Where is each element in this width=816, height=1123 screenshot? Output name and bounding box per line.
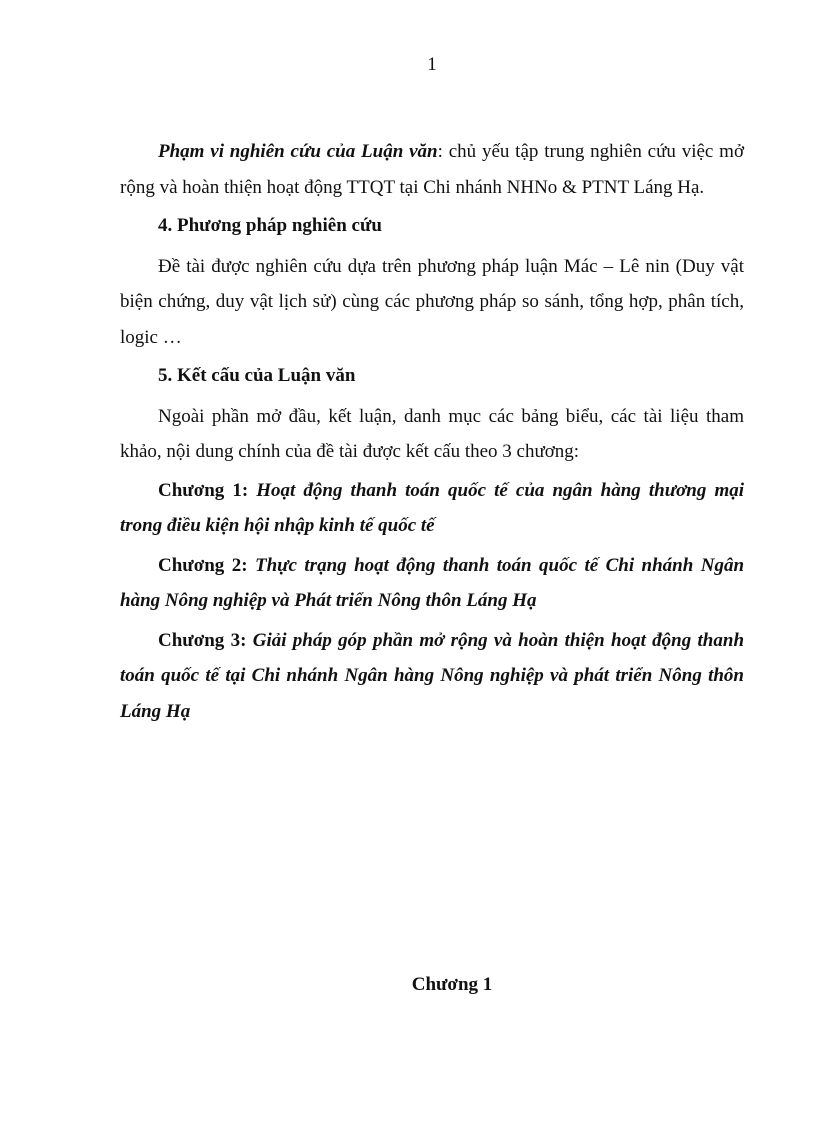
chapter-item [120,473,744,544]
chapter-label: Chương 2 [158,554,242,576]
section5-paragraph: Ngoài phần mở đầu, kết luận, danh mục các bảng biểu, các tài liệu tham khảo, nội dung chính của đề tài được kết cấu theo 3 chương: [120,405,744,462]
chapter-title: Hoạt động thanh toán quốc tế của ngân hàng thương mại trong điều kiện hội nhập kinh tế quốc tế [120,479,744,536]
chapter-item [120,623,744,730]
page-number: 1 [427,54,437,75]
chapter-colon: : [241,479,257,501]
chapter-label: Chương 3 [158,629,241,651]
section5-heading: 5. Kết cấu của Luận văn [158,365,356,386]
chapter-title: Thực trạng hoạt động thanh toán quốc tế Chi nhánh Ngân hàng Nông nghiệp và Phát triển Nông thôn Láng Hạ [120,554,745,611]
scope-paragraph [120,134,744,205]
scope-lead: Phạm vi nghiên cứu của Luận văn [158,141,438,162]
chapter-item [120,548,744,619]
chapter-colon: : [240,629,253,651]
chapter-title: Giải pháp góp phần mở rộng và hoàn thiện hoạt động thanh toán quốc tế tại Chi nhánh Ngân hàng Nông nghiệp và phát triển Nông thôn Láng Hạ [120,629,745,722]
document-body [120,134,744,733]
section4-paragraph: Đề tài được nghiên cứu dựa trên phương pháp luận Mác – Lê nin (Duy vật biện chứng, duy vật lịch sử) cùng các phương pháp so sánh, tổng hợp, phân tích, logic … [120,255,744,348]
chapter-heading: Chương 1 [411,974,493,995]
section4-heading: 4. Phương pháp nghiên cứu [158,215,382,236]
chapter-label: Chương 1 [158,479,242,501]
scope-colon: : [437,141,443,162]
chapter-colon: : [241,554,255,576]
scope-text: chủ yếu tập trung nghiên cứu việc mở rộng và hoàn thiện hoạt động TTQT tại Chi nhánh NHNo & PTNT Láng Hạ. [120,141,744,198]
